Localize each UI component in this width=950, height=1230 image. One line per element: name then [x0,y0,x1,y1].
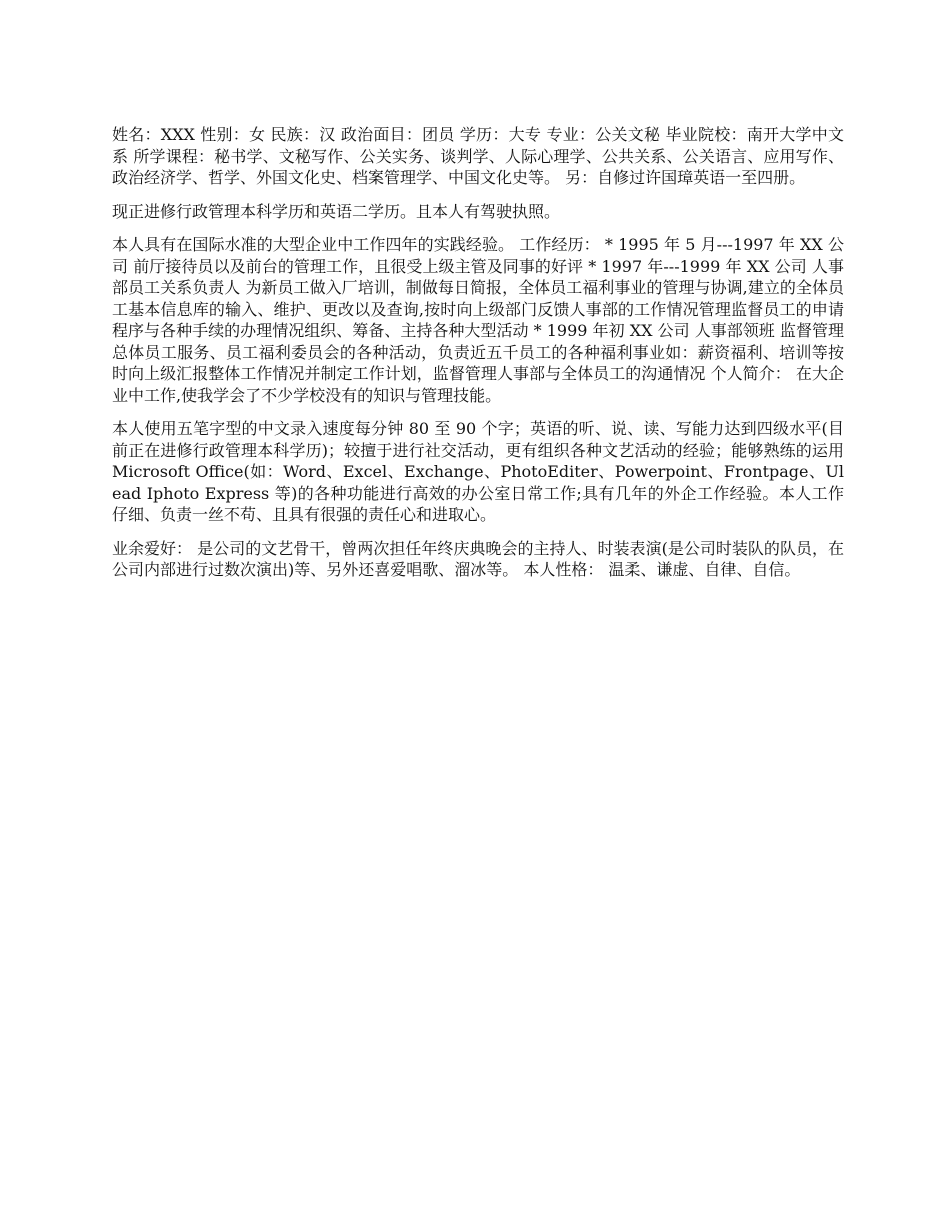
paragraph-personal-info: 姓名：XXX 性别：女 民族：汉 政治面目：团员 学历：大专 专业：公关文秘 毕业院校：南开大学中文系 所学课程：秘书学、文秘写作、公关实务、谈判学、人际心理学、公共关系、公关语言、应用写作、政治经济学、哲学、外国文化史、档案管理学、中国文化史等。 另：自修过许国璋英语一至四册。 [112,125,844,187]
resume-document [112,124,844,593]
paragraph-further-study: 现正进修行政管理本科学历和英语二学历。且本人有驾驶执照。 [112,201,561,221]
paragraph-work-experience: 本人具有在国际水准的大型企业中工作四年的实践经验。 工作经历： * 1995 年 5 月---1997 年 XX 公司 前厅接待员以及前台的管理工作，且很受上级主管及同事的好评 * 1997 年---1999 年 XX 公司 人事部员工关系负责人 为新员工做入厂培训，制做每日简报，全体员工福利事业的管理与协调,建立的全体员工基本信息库的输入、维护、更改以及查询,按时向上级部门反馈人事部的工作情况管理监督员工的申请程序与各种手续的办理情况组织、筹备、主持各种大型活动 * 1999 年初 XX 公司 人事部领班 监督管理总体员工服务、员工福利委员会的各种活动，负责近五千员工的各种福利事业如：薪资福利、培训等按时向上级汇报整体工作情况并制定工作计划，监督管理人事部与全体员工的沟通情况 个人简介： 在大企业中工作,使我学会了不少学校没有的知识与管理技能。 [112,235,844,405]
paragraph-hobbies-personality: 业余爱好： 是公司的文艺骨干，曾两次担任年终庆典晚会的主持人、时装表演(是公司时装队的队员，在公司内部进行过数次演出)等、另外还喜爱唱歌、溜冰等。 本人性格： 温柔、谦虚、自律、自信。 [112,538,844,579]
paragraph-skills: 本人使用五笔字型的中文录入速度每分钟 80 至 90 个字；英语的听、说、读、写能力达到四级水平(目前正在进修行政管理本科学历)；较擅于进行社交活动，更有组织各种文艺活动的经验；能够熟练的运用 Microsoft Office(如：Word、Excel、Exchange、PhotoEditer、Powerpoint、Frontpage、Ulead Iphoto Express 等)的各种功能进行高效的办公室日常工作;具有几年的外企工作经验。本人工作仔细、负责一丝不苟、且具有很强的责任心和进取心。 [112,419,844,524]
